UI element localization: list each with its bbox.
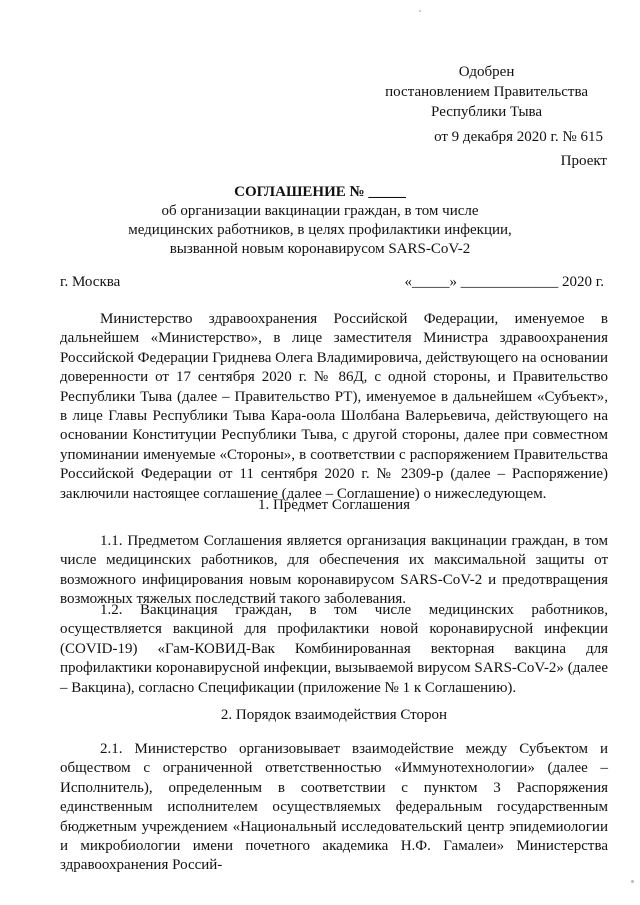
document-title: [40, 183, 600, 259]
scan-artifact: [419, 10, 421, 12]
title-sub-1: об организации вакцинации граждан, в том числе: [161, 203, 479, 219]
paragraph-1-1: 1.1. Предметом Соглашения является организация вакцинации граждан, в том числе медицинских работников, для обеспечения их максимальной защиты от возможного инфицирования новым коронавирусом SARS-CoV-2 и предотвращения возможных тяжелых последствий такого заболевания.: [60, 533, 608, 608]
title-main: СОГЛАШЕНИЕ № _____: [234, 184, 406, 200]
section-2-heading: 2. Порядок взаимодействия Сторон: [220, 707, 448, 723]
city: г. Москва: [60, 274, 121, 290]
decree-reference: от 9 декабря 2020 г. № 615: [434, 129, 603, 145]
title-sub-2: медицинских работников, в целях профилактики инфекции,: [128, 222, 512, 238]
date: «_____» _____________ 2020 г.: [404, 274, 604, 290]
title-sub-3: вызванной новым коронавирусом SARS-CoV-2: [169, 241, 471, 257]
paragraph-1-2: 1.2. Вакцинация граждан, в том числе медицинских работников, осуществляется вакциной для профилактики новой коронавирусной инфекции (COVID-19) «Гам-КОВИД-Вак Комбинированная векторная вакцина для профилактики коронавирусной инфекции, вызываемой вирусом SARS-CoV-2» (далее – Вакцина), согласно Спецификации (приложение № 1 к Соглашению).: [60, 602, 608, 696]
intro-paragraph: Министерство здравоохранения Российской Федерации, именуемое в дальнейшем «Министерство», в лице заместителя Министра здравоохранения Российской Федерации Гриднева Олега Владимировича, действующего на основании доверенности от 17 сентября 2020 г. № 86Д, с одной стороны, и Правительство Республики Тыва (далее – Правительство РТ), именуемое в дальнейшем «Субъект», в лице Главы Республики Тыва Кара-оола Шолбана Валерьевича, действующего на основании Конституции Республики Тыва, с другой стороны, далее при совместном упоминании именуемые «Стороны», в соответствии с распоряжением Правительства Российской Федерации от 11 сентября 2020 г. № 2309-р (далее – Распоряжение) заключили настоящее соглашение (далее – Соглашение) о нижеследующем.: [60, 311, 608, 502]
paragraph-2-1: 2.1. Министерство организовывает взаимодействие между Субъектом и обществом с ограниченной ответственностью «Иммунотехнологии» (далее – Исполнитель), определенным в соответствии с пунктом 3 Распоряжения единственным исполнителем осуществляемых федеральным государственным бюджетным учреждением «Национальный исследовательский центр эпидемиологии и микробиологии имени почетного академика Н.Ф. Гамалеи» Министерства здравоохранения Россий-: [60, 741, 608, 874]
approval-line-2: постановлением Правительства: [385, 84, 588, 100]
draft-label: Проект: [560, 153, 607, 169]
approval-block: [385, 62, 588, 122]
approval-stamp: [385, 62, 588, 122]
approval-line-3: Республики Тыва: [431, 104, 543, 120]
scan-artifact-corner: [631, 880, 634, 883]
approval-line-1: Одобрен: [458, 64, 515, 80]
section-1-heading: 1. Предмет Соглашения: [257, 497, 411, 513]
